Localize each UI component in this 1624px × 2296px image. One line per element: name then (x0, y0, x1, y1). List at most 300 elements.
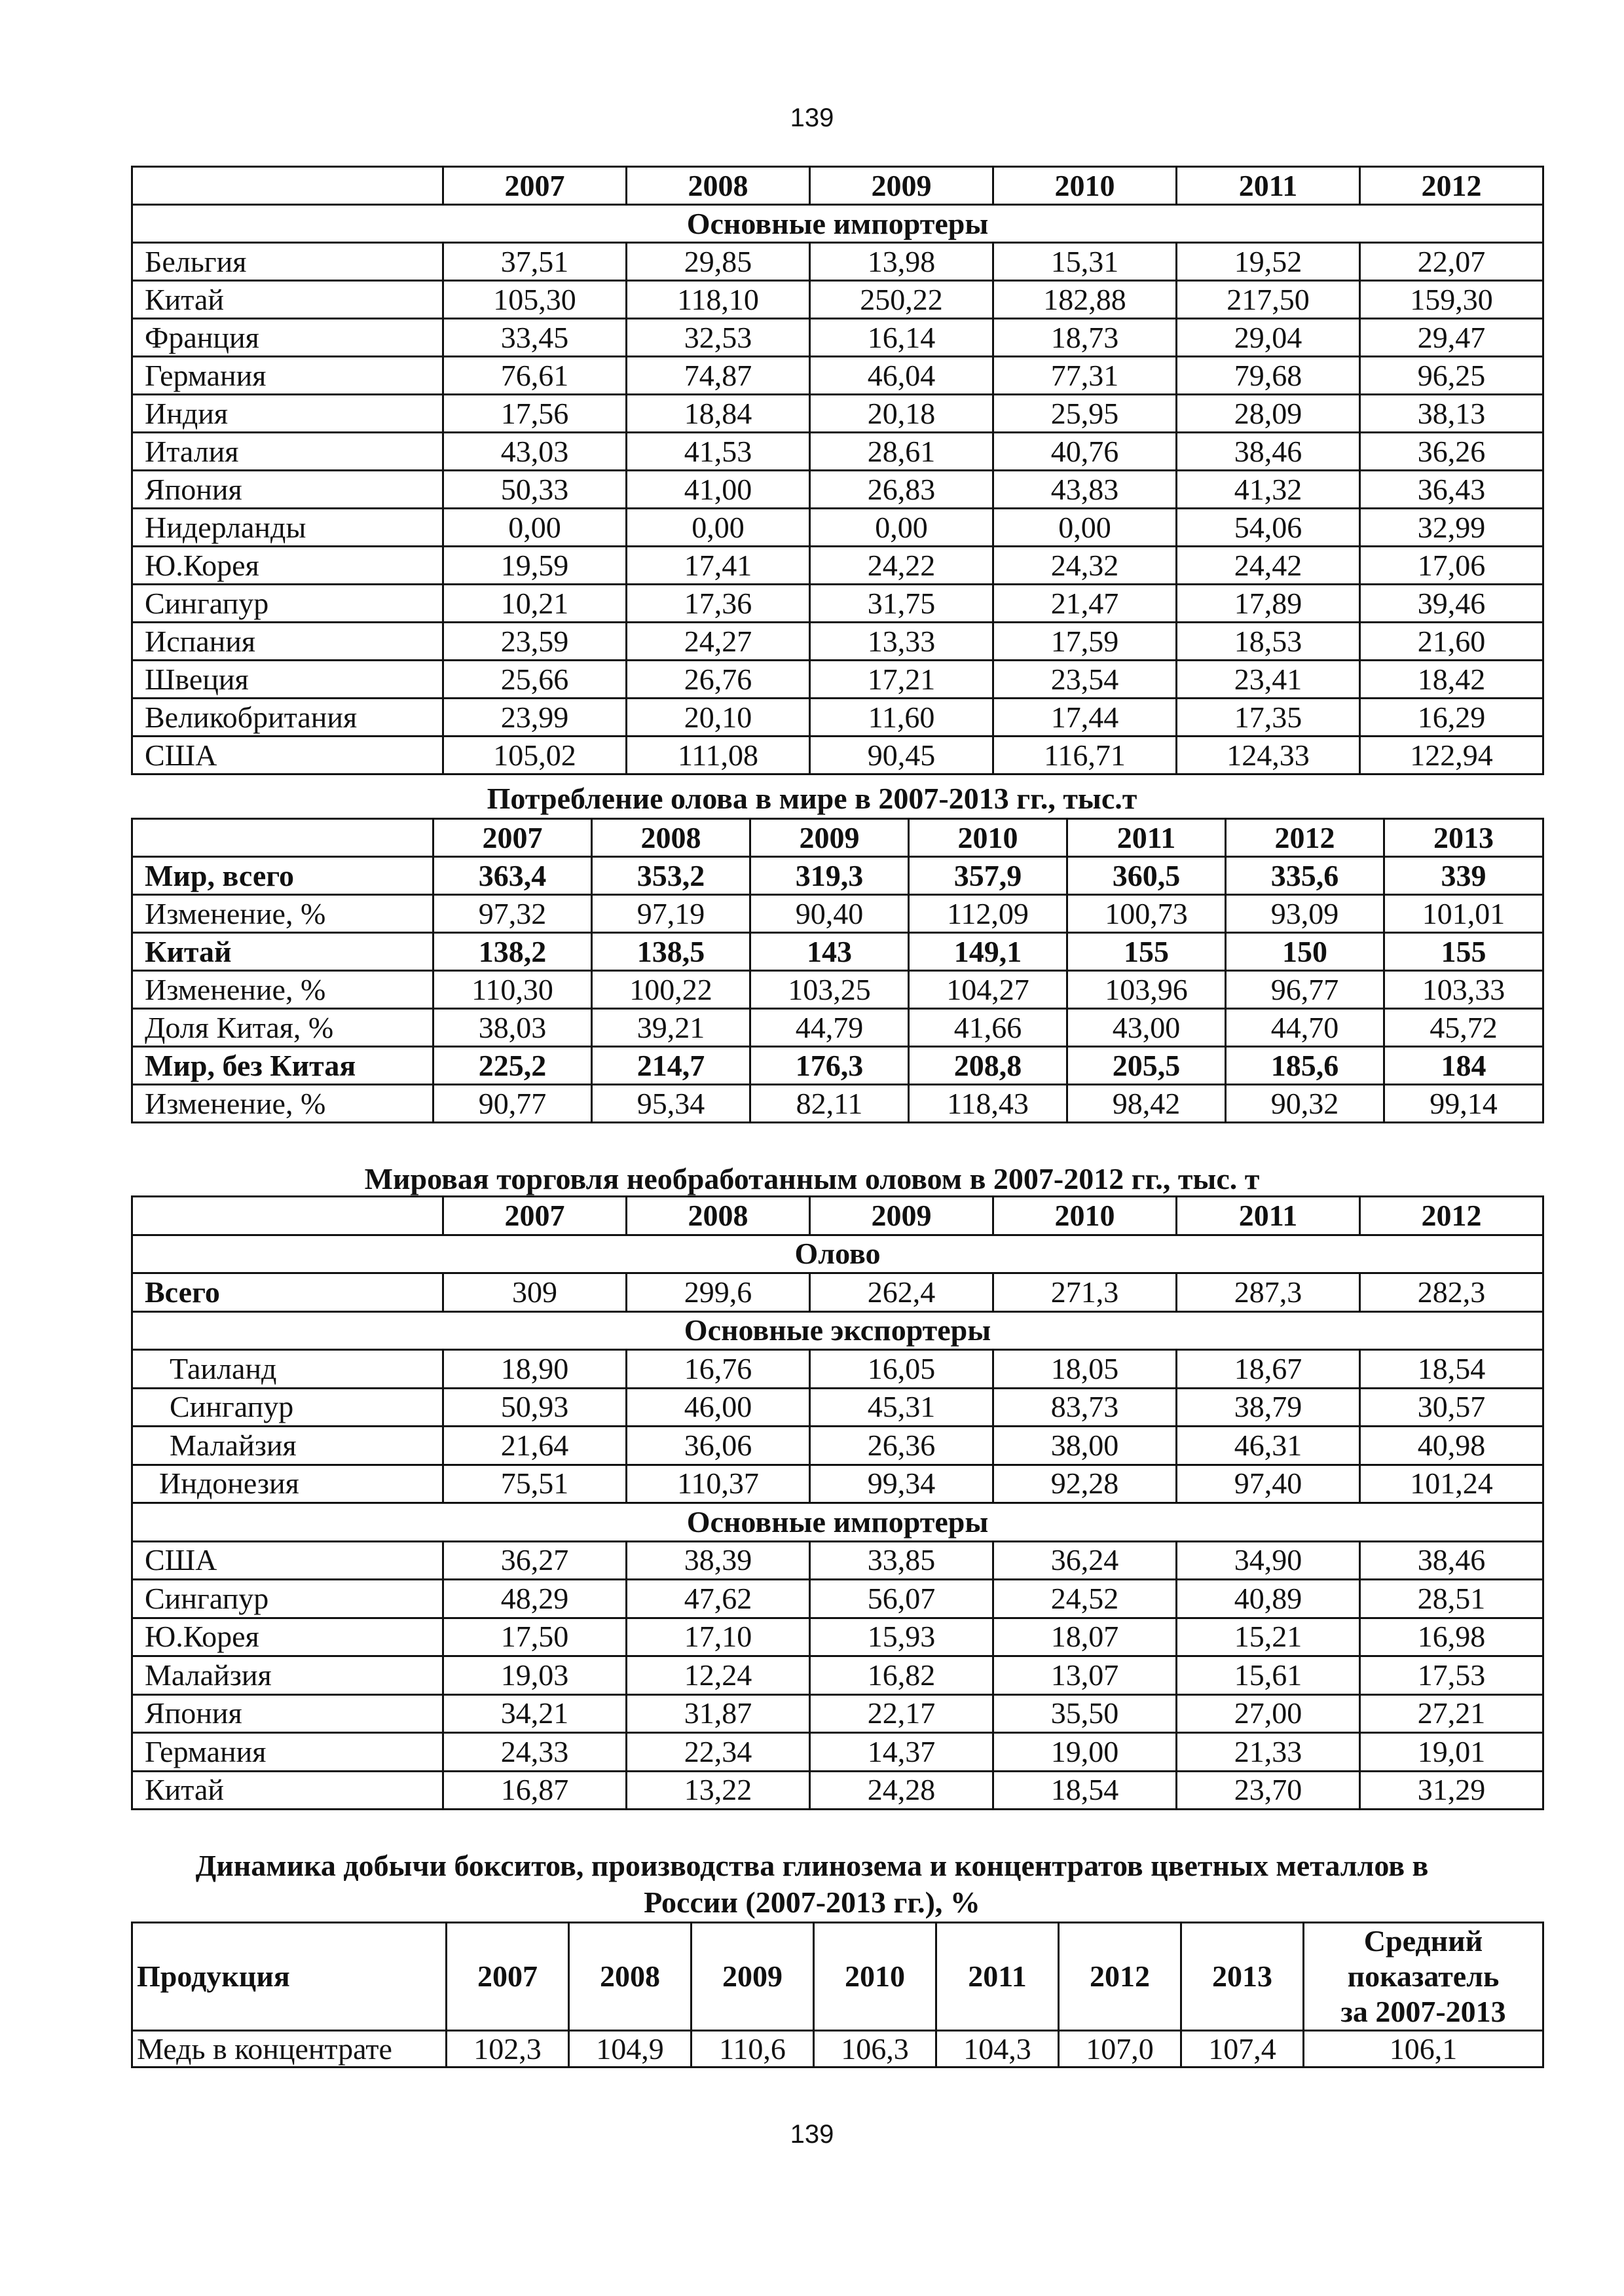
cell-value: 23,99 (443, 699, 627, 737)
cell-value: 36,27 (443, 1541, 627, 1580)
table-row (132, 1694, 1543, 1733)
cell-value: 28,61 (810, 433, 993, 471)
header-year: 2009 (750, 819, 909, 857)
row-label: Сингапур (132, 1388, 443, 1427)
cell-value: 155 (1384, 933, 1543, 971)
cell-value: 82,11 (750, 1085, 909, 1123)
cell-value: 150 (1226, 933, 1384, 971)
cell-value: 143 (750, 933, 909, 971)
cell-value: 105,30 (443, 281, 627, 319)
section-heading: Основные импортеры (132, 1503, 1543, 1542)
header-year: 2008 (592, 819, 750, 857)
cell-value: 46,31 (1177, 1427, 1360, 1465)
table-row (132, 205, 1543, 243)
header-year: 2011 (1177, 167, 1360, 205)
cell-value: 105,02 (443, 737, 627, 774)
header-year: 2011 (1177, 1197, 1360, 1235)
table-row (132, 737, 1543, 774)
cell-value: 155 (1067, 933, 1226, 971)
cell-value: 56,07 (810, 1580, 993, 1618)
cell-value: 13,98 (810, 243, 993, 281)
header-corner (132, 819, 434, 857)
cell-value: 29,47 (1360, 319, 1543, 357)
table-row (132, 243, 1543, 281)
table-row (132, 971, 1543, 1009)
table-row (132, 1733, 1543, 1772)
table-row (132, 1465, 1543, 1503)
row-label: Таиланд (132, 1350, 443, 1389)
cell-value: 184 (1384, 1047, 1543, 1085)
table-row (132, 1009, 1543, 1047)
cell-value: 38,46 (1360, 1541, 1543, 1580)
cell-value: 36,43 (1360, 471, 1543, 509)
table-row (132, 1047, 1543, 1085)
cell-value: 33,85 (810, 1541, 993, 1580)
cell-value: 46,00 (627, 1388, 810, 1427)
cell-value: 116,71 (993, 737, 1177, 774)
cell-value: 43,00 (1067, 1009, 1226, 1047)
cell-value: 19,03 (443, 1656, 627, 1695)
cell-value: 17,89 (1177, 585, 1360, 623)
cell-value: 15,61 (1177, 1656, 1360, 1695)
table-row (132, 895, 1543, 933)
table-row (132, 1771, 1543, 1810)
cell-value: 18,90 (443, 1350, 627, 1389)
header-year: 2007 (443, 167, 627, 205)
cell-value: 41,00 (627, 471, 810, 509)
cell-value: 54,06 (1177, 509, 1360, 547)
cell-value: 28,09 (1177, 395, 1360, 433)
cell-value: 19,00 (993, 1733, 1177, 1772)
cell-value: 11,60 (810, 699, 993, 737)
header-year: 2010 (993, 1197, 1177, 1235)
cell-value: 15,21 (1177, 1618, 1360, 1656)
cell-value: 319,3 (750, 857, 909, 895)
row-label: Всего (132, 1273, 443, 1312)
cell-value: 101,01 (1384, 895, 1543, 933)
cell-value: 17,56 (443, 395, 627, 433)
cell-value: 39,46 (1360, 585, 1543, 623)
table-row (132, 1273, 1543, 1312)
cell-value: 118,10 (627, 281, 810, 319)
section-heading: Олово (132, 1235, 1543, 1273)
table-row (132, 857, 1543, 895)
cell-value: 17,44 (993, 699, 1177, 737)
cell-value: 103,25 (750, 971, 909, 1009)
cell-value: 353,2 (592, 857, 750, 895)
cell-value: 15,93 (810, 1618, 993, 1656)
row-label: Малайзия (132, 1427, 443, 1465)
cell-value: 23,70 (1177, 1771, 1360, 1810)
table-row (132, 623, 1543, 661)
cell-value: 24,33 (443, 1733, 627, 1772)
mining-dynamics-table (131, 1922, 1544, 2068)
cell-value: 26,83 (810, 471, 993, 509)
cell-value: 38,00 (993, 1427, 1177, 1465)
cell-value: 250,22 (810, 281, 993, 319)
cell-value: 76,61 (443, 357, 627, 395)
cell-value: 159,30 (1360, 281, 1543, 319)
header-year: 2013 (1384, 819, 1543, 857)
cell-value: 271,3 (993, 1273, 1177, 1312)
cell-value: 16,29 (1360, 699, 1543, 737)
cell-value: 101,24 (1360, 1465, 1543, 1503)
section-heading: Основные импортеры (132, 205, 1543, 243)
header-corner (132, 1197, 443, 1235)
cell-value: 24,42 (1177, 547, 1360, 585)
row-label: Германия (132, 1733, 443, 1772)
cell-value: 38,03 (434, 1009, 592, 1047)
cell-value: 41,53 (627, 433, 810, 471)
cell-value: 38,79 (1177, 1388, 1360, 1427)
cell-value: 97,32 (434, 895, 592, 933)
header-year: 2009 (692, 1923, 814, 2031)
table-row (132, 1580, 1543, 1618)
header-year: 2011 (1067, 819, 1226, 857)
table-row (132, 1235, 1543, 1273)
cell-value: 110,30 (434, 971, 592, 1009)
header-year: 2013 (1181, 1923, 1304, 2031)
table-row (132, 357, 1543, 395)
cell-value: 122,94 (1360, 737, 1543, 774)
table-row (132, 819, 1543, 857)
cell-value: 44,79 (750, 1009, 909, 1047)
cell-value: 77,31 (993, 357, 1177, 395)
cell-value: 100,22 (592, 971, 750, 1009)
cell-value: 38,13 (1360, 395, 1543, 433)
cell-value: 95,34 (592, 1085, 750, 1123)
row-label: Индия (132, 395, 443, 433)
table-row (132, 167, 1543, 205)
cell-value: 12,24 (627, 1656, 810, 1695)
cell-value: 17,21 (810, 661, 993, 699)
cell-value: 27,21 (1360, 1694, 1543, 1733)
cell-value: 35,50 (993, 1694, 1177, 1733)
header-year: 2011 (936, 1923, 1059, 2031)
cell-value: 98,42 (1067, 1085, 1226, 1123)
row-label: Сингапур (132, 585, 443, 623)
row-label: Франция (132, 319, 443, 357)
cell-value: 19,52 (1177, 243, 1360, 281)
cell-value: 75,51 (443, 1465, 627, 1503)
row-label: Изменение, % (132, 1085, 434, 1123)
cell-value: 30,57 (1360, 1388, 1543, 1427)
cell-value: 13,07 (993, 1656, 1177, 1695)
table-row (132, 1085, 1543, 1123)
table-row (132, 281, 1543, 319)
header-year: 2008 (627, 167, 810, 205)
cell-value: 16,98 (1360, 1618, 1543, 1656)
cell-value: 19,01 (1360, 1733, 1543, 1772)
row-label: Малайзия (132, 1656, 443, 1695)
cell-value: 43,83 (993, 471, 1177, 509)
table-row (132, 2031, 1543, 2068)
cell-value: 106,3 (814, 2031, 936, 2068)
cell-value: 24,22 (810, 547, 993, 585)
cell-value: 31,29 (1360, 1771, 1543, 1810)
cell-value: 19,59 (443, 547, 627, 585)
row-label: Мир, без Китая (132, 1047, 434, 1085)
cell-value: 31,75 (810, 585, 993, 623)
cell-value: 38,39 (627, 1541, 810, 1580)
table-row (132, 1541, 1543, 1580)
row-label: Мир, всего (132, 857, 434, 895)
header-year: 2010 (814, 1923, 936, 2031)
cell-value: 17,50 (443, 1618, 627, 1656)
row-label: Великобритания (132, 699, 443, 737)
cell-value: 39,21 (592, 1009, 750, 1047)
header-year: 2007 (447, 1923, 569, 2031)
cell-value: 103,96 (1067, 971, 1226, 1009)
cell-value: 15,31 (993, 243, 1177, 281)
cell-value: 17,06 (1360, 547, 1543, 585)
row-label: Бельгия (132, 243, 443, 281)
cell-value: 24,52 (993, 1580, 1177, 1618)
cell-value: 29,04 (1177, 319, 1360, 357)
cell-value: 205,5 (1067, 1047, 1226, 1085)
cell-value: 118,43 (909, 1085, 1067, 1123)
cell-value: 149,1 (909, 933, 1067, 971)
cell-value: 339 (1384, 857, 1543, 895)
cell-value: 0,00 (627, 509, 810, 547)
cell-value: 138,2 (434, 933, 592, 971)
header-average (1304, 1923, 1543, 2031)
row-label: США (132, 1541, 443, 1580)
row-label: Швеция (132, 661, 443, 699)
cell-value: 104,3 (936, 2031, 1059, 2068)
cell-value: 182,88 (993, 281, 1177, 319)
cell-value: 38,46 (1177, 433, 1360, 471)
header-average-line: показатель (1347, 1959, 1500, 1993)
cell-value: 102,3 (447, 2031, 569, 2068)
cell-value: 104,9 (569, 2031, 692, 2068)
row-label: Изменение, % (132, 895, 434, 933)
row-label: Испания (132, 623, 443, 661)
cell-value: 25,66 (443, 661, 627, 699)
row-label: Китай (132, 933, 434, 971)
cell-value: 40,89 (1177, 1580, 1360, 1618)
cell-value: 107,0 (1059, 2031, 1181, 2068)
cell-value: 45,31 (810, 1388, 993, 1427)
table-row (132, 699, 1543, 737)
cell-value: 262,4 (810, 1273, 993, 1312)
cell-value: 22,34 (627, 1733, 810, 1772)
cell-value: 41,32 (1177, 471, 1360, 509)
header-year: 2012 (1360, 167, 1543, 205)
cell-value: 111,08 (627, 737, 810, 774)
cell-value: 21,64 (443, 1427, 627, 1465)
cell-value: 18,05 (993, 1350, 1177, 1389)
row-label: Китай (132, 281, 443, 319)
table-row (132, 1311, 1543, 1350)
cell-value: 214,7 (592, 1047, 750, 1085)
cell-value: 24,32 (993, 547, 1177, 585)
cell-value: 16,87 (443, 1771, 627, 1810)
cell-value: 96,25 (1360, 357, 1543, 395)
cell-value: 13,22 (627, 1771, 810, 1810)
cell-value: 16,82 (810, 1656, 993, 1695)
cell-value: 20,10 (627, 699, 810, 737)
row-label: Китай (132, 1771, 443, 1810)
mining-dynamics-title-line2: России (2007-2013 гг.), % (644, 1886, 980, 1919)
header-average-line: Средний (1363, 1924, 1483, 1958)
cell-value: 50,33 (443, 471, 627, 509)
cell-value: 363,4 (434, 857, 592, 895)
cell-value: 16,05 (810, 1350, 993, 1389)
cell-value: 18,54 (993, 1771, 1177, 1810)
table-row (132, 433, 1543, 471)
cell-value: 27,00 (1177, 1694, 1360, 1733)
cell-value: 93,09 (1226, 895, 1384, 933)
row-label: Сингапур (132, 1580, 443, 1618)
cell-value: 282,3 (1360, 1273, 1543, 1312)
cell-value: 21,60 (1360, 623, 1543, 661)
table-row (132, 471, 1543, 509)
cell-value: 287,3 (1177, 1273, 1360, 1312)
table-row (132, 933, 1543, 971)
cell-value: 32,99 (1360, 509, 1543, 547)
cell-value: 97,19 (592, 895, 750, 933)
cell-value: 357,9 (909, 857, 1067, 895)
cell-value: 23,54 (993, 661, 1177, 699)
cell-value: 0,00 (810, 509, 993, 547)
tin-trade-table (131, 1195, 1544, 1810)
page-number-bottom: 139 (790, 2120, 834, 2149)
section-heading: Основные экспортеры (132, 1311, 1543, 1350)
cell-value: 17,35 (1177, 699, 1360, 737)
cell-value: 79,68 (1177, 357, 1360, 395)
cell-value: 18,53 (1177, 623, 1360, 661)
cell-value: 360,5 (1067, 857, 1226, 895)
cell-value: 18,54 (1360, 1350, 1543, 1389)
cell-value: 14,37 (810, 1733, 993, 1772)
cell-value: 44,70 (1226, 1009, 1384, 1047)
cell-value: 22,17 (810, 1694, 993, 1733)
table-row (132, 395, 1543, 433)
cell-value: 104,27 (909, 971, 1067, 1009)
cell-value: 110,37 (627, 1465, 810, 1503)
cell-value: 45,72 (1384, 1009, 1543, 1047)
header-year: 2009 (810, 1197, 993, 1235)
table-row (132, 1618, 1543, 1656)
page-number-top: 139 (790, 103, 834, 132)
cell-value: 90,40 (750, 895, 909, 933)
header-year: 2010 (993, 167, 1177, 205)
cell-value: 22,07 (1360, 243, 1543, 281)
row-label: США (132, 737, 443, 774)
cell-value: 50,93 (443, 1388, 627, 1427)
cell-value: 99,34 (810, 1465, 993, 1503)
header-year: 2009 (810, 167, 993, 205)
cell-value: 17,10 (627, 1618, 810, 1656)
cell-value: 18,84 (627, 395, 810, 433)
header-average-line: за 2007-2013 (1340, 1995, 1506, 2028)
header-year: 2012 (1360, 1197, 1543, 1235)
cell-value: 92,28 (993, 1465, 1177, 1503)
cell-value: 26,76 (627, 661, 810, 699)
cell-value: 16,76 (627, 1350, 810, 1389)
row-label: Германия (132, 357, 443, 395)
cell-value: 176,3 (750, 1047, 909, 1085)
cell-value: 100,73 (1067, 895, 1226, 933)
table-row (132, 1350, 1543, 1389)
cell-value: 47,62 (627, 1580, 810, 1618)
table-row (132, 1427, 1543, 1465)
cell-value: 36,06 (627, 1427, 810, 1465)
header-year: 2012 (1059, 1923, 1181, 2031)
cell-value: 36,26 (1360, 433, 1543, 471)
mining-dynamics-title (0, 1848, 1624, 1921)
table-row (132, 1656, 1543, 1695)
cell-value: 299,6 (627, 1273, 810, 1312)
cell-value: 34,21 (443, 1694, 627, 1733)
mining-dynamics-title-line1: Динамика добычи бокситов, производства глинозема и концентратов цветных металлов в (195, 1849, 1429, 1882)
cell-value: 40,98 (1360, 1427, 1543, 1465)
cell-value: 25,95 (993, 395, 1177, 433)
table-row (132, 585, 1543, 623)
table-row (132, 661, 1543, 699)
cell-value: 28,51 (1360, 1580, 1543, 1618)
cell-value: 24,28 (810, 1771, 993, 1810)
cell-value: 43,03 (443, 433, 627, 471)
cell-value: 112,09 (909, 895, 1067, 933)
cell-value: 16,14 (810, 319, 993, 357)
row-label: Нидерланды (132, 509, 443, 547)
cell-value: 0,00 (443, 509, 627, 547)
cell-value: 37,51 (443, 243, 627, 281)
cell-value: 0,00 (993, 509, 1177, 547)
header-year: 2007 (434, 819, 592, 857)
cell-value: 90,77 (434, 1085, 592, 1123)
cell-value: 138,5 (592, 933, 750, 971)
cell-value: 185,6 (1226, 1047, 1384, 1085)
cell-value: 23,41 (1177, 661, 1360, 699)
cell-value: 18,07 (993, 1618, 1177, 1656)
cell-value: 17,59 (993, 623, 1177, 661)
tin-consumption-table (131, 818, 1544, 1123)
cell-value: 335,6 (1226, 857, 1384, 895)
header-product: Продукция (132, 1923, 447, 2031)
row-label: Медь в концентрате (132, 2031, 447, 2068)
cell-value: 29,85 (627, 243, 810, 281)
row-label: Италия (132, 433, 443, 471)
tin-trade-title: Мировая торговля необработанным оловом в 2007-2012 гг., тыс. т (364, 1162, 1260, 1195)
cell-value: 18,67 (1177, 1350, 1360, 1389)
table-row (132, 1388, 1543, 1427)
importers-table (131, 166, 1544, 775)
cell-value: 17,36 (627, 585, 810, 623)
cell-value: 103,33 (1384, 971, 1543, 1009)
cell-value: 17,41 (627, 547, 810, 585)
cell-value: 41,66 (909, 1009, 1067, 1047)
table-row (132, 319, 1543, 357)
cell-value: 33,45 (443, 319, 627, 357)
cell-value: 13,33 (810, 623, 993, 661)
cell-value: 107,4 (1181, 2031, 1304, 2068)
table-row (132, 1503, 1543, 1542)
header-year: 2012 (1226, 819, 1384, 857)
cell-value: 21,33 (1177, 1733, 1360, 1772)
cell-value: 10,21 (443, 585, 627, 623)
cell-value: 18,42 (1360, 661, 1543, 699)
cell-value: 20,18 (810, 395, 993, 433)
cell-value: 21,47 (993, 585, 1177, 623)
tin-consumption-title: Потребление олова в мире в 2007-2013 гг., тыс.т (487, 782, 1137, 815)
cell-value: 32,53 (627, 319, 810, 357)
table-row (132, 509, 1543, 547)
cell-value: 208,8 (909, 1047, 1067, 1085)
cell-value: 48,29 (443, 1580, 627, 1618)
